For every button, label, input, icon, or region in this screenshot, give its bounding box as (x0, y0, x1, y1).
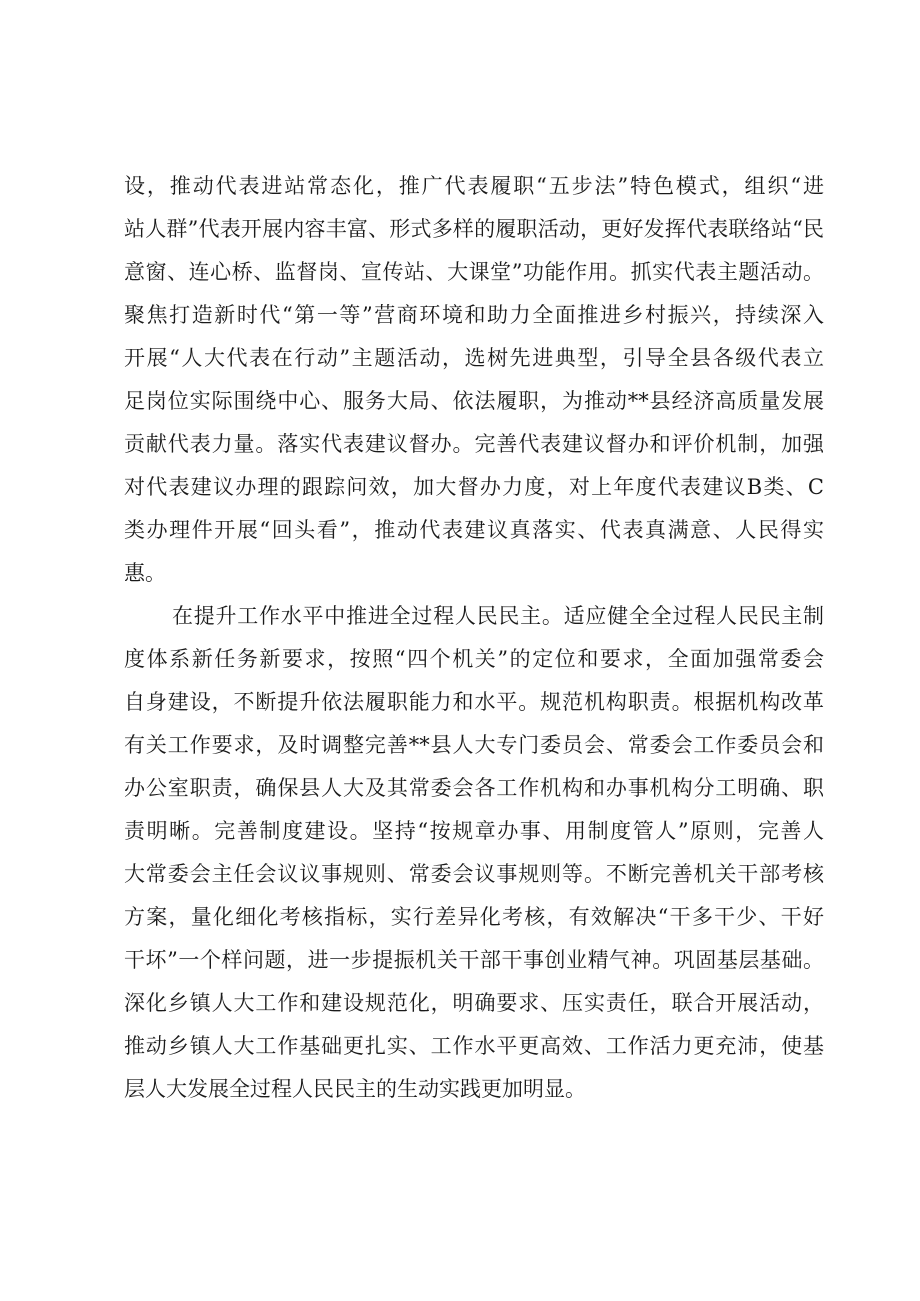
text-line: 方案，量化细化考核指标，实行差异化考核，有效解决“干多干少、干好 (124, 905, 824, 929)
text-line: 设，推动代表进站常态化，推广代表履职“五步法”特色模式，组织“进 (124, 174, 824, 198)
text-line: 自身建设，不断提升依法履职能力和水平。规范机构职责。根据机构改革 (124, 690, 824, 714)
text-line: 推动乡镇人大工作基础更扎实、工作水平更高效、工作活力更充沛，使基 (124, 1034, 824, 1058)
text-line: 开展“人大代表在行动”主题活动，选树先进典型，引导全县各级代表立 (124, 346, 824, 370)
text-line: 聚焦打造新时代“第一等”营商环境和助力全面推进乡村振兴，持续深入 (124, 303, 824, 327)
text-line: 站人群”代表开展内容丰富、形式多样的履职活动，更好发挥代表联络站“民 (124, 217, 824, 241)
text-line: 意窗、连心桥、监督岗、宣传站、大课堂”功能作用。抓实代表主题活动。 (124, 260, 824, 284)
text-line: 办公室职责，确保县人大及其常委会各工作机构和办事机构分工明确、职 (124, 776, 824, 800)
text-line: 足岗位实际围绕中心、服务大局、依法履职，为推动**县经济高质量发展 (124, 389, 824, 413)
text-line: 层人大发展全过程人民民主的生动实践更加明显。 (124, 1077, 586, 1101)
text-line: 度体系新任务新要求，按照“四个机关”的定位和要求，全面加强常委会 (124, 647, 824, 671)
text-line: 对代表建议办理的跟踪问效，加大督办力度，对上年度代表建议B类、C (124, 475, 824, 499)
text-line: 有关工作要求，及时调整完善**县人大专门委员会、常委会工作委员会和 (124, 733, 824, 757)
text-line: 在提升工作水平中推进全过程人民民主。适应健全全过程人民民主制 (172, 604, 824, 628)
text-line: 贡献代表力量。落实代表建议督办。完善代表建议督办和评价机制，加强 (124, 432, 824, 456)
text-line: 责明晰。完善制度建设。坚持“按规章办事、用制度管人”原则，完善人 (124, 819, 824, 843)
text-line: 深化乡镇人大工作和建设规范化，明确要求、压实责任，联合开展活动， (124, 991, 824, 1015)
text-line: 惠。 (124, 561, 166, 585)
text-line: 干坏”一个样问题，进一步提振机关干部干事创业精气神。巩固基层基础。 (124, 948, 824, 972)
text-line: 大常委会主任会议议事规则、常委会议事规则等。不断完善机关干部考核 (124, 862, 824, 886)
text-line: 类办理件开展“回头看”，推动代表建议真落实、代表真满意、人民得实 (124, 518, 824, 542)
